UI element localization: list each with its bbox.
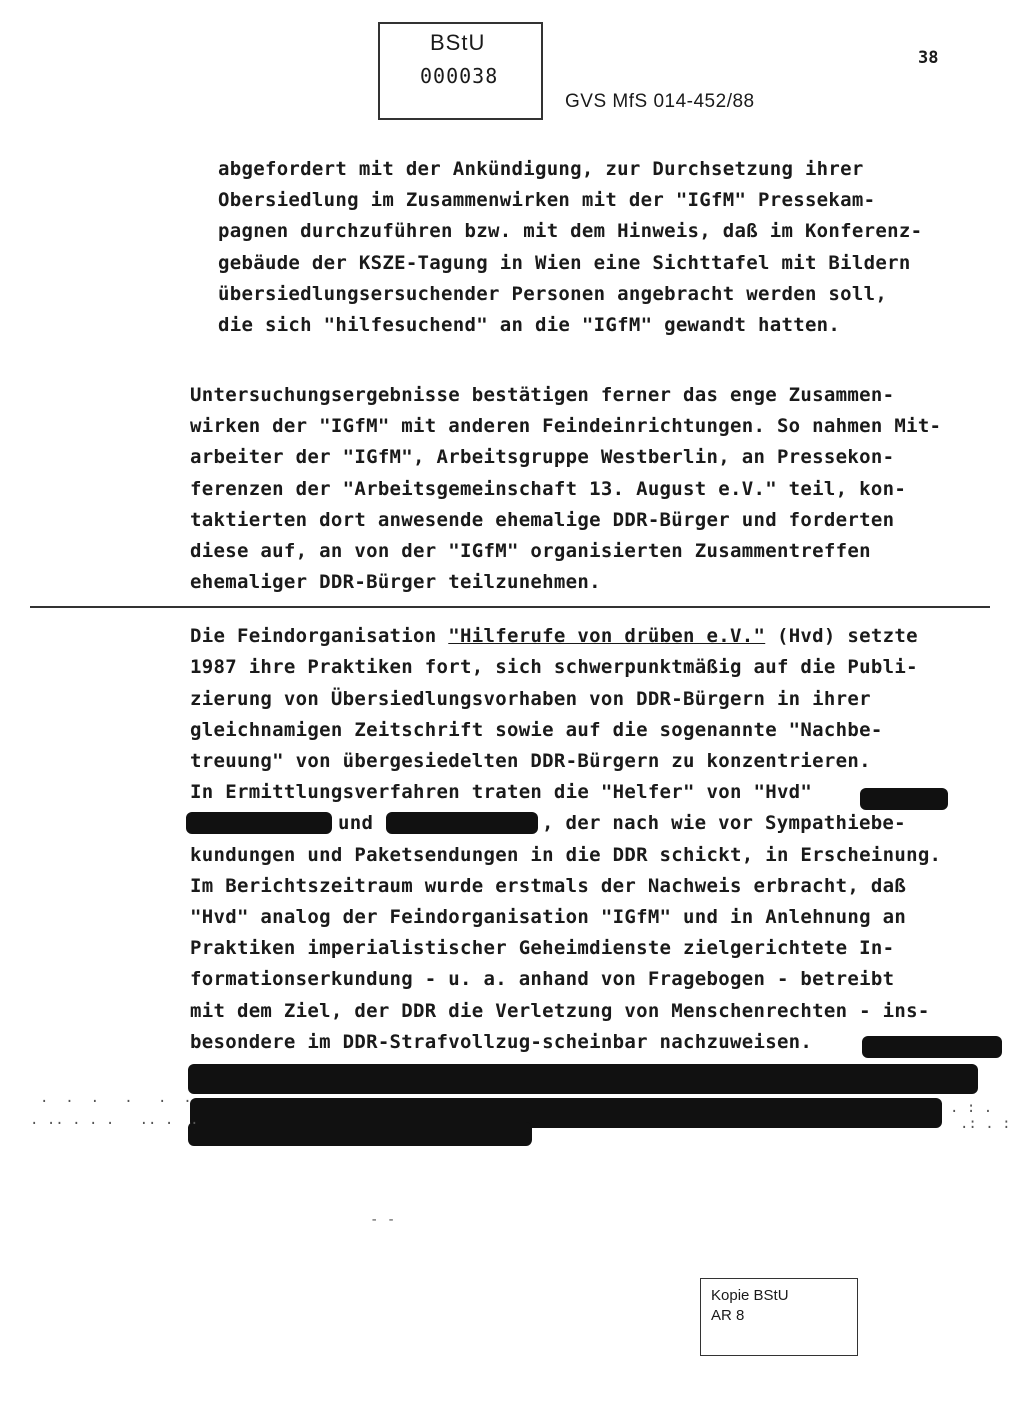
text-line: gebäude der KSZE-Tagung in Wien eine Sichttafel mit Bildern — [218, 252, 911, 274]
text-line: arbeiter der "IGfM", Arbeitsgruppe Westberlin, an Pressekon- — [190, 446, 895, 468]
text-line: Praktiken imperialistischer Geheimdienste zielgerichtete In- — [190, 937, 895, 959]
page-number: 38 — [918, 48, 939, 68]
section-divider — [30, 606, 990, 608]
text-line: "Hvd" analog der Feindorganisation "IGfM" und in Anlehnung an — [190, 906, 907, 928]
scan-artifact: - - — [370, 1212, 396, 1228]
redaction-bar — [188, 1064, 978, 1094]
text-line: besondere im DDR-Strafvollzug-scheinbar nachzuweisen. — [190, 1031, 813, 1053]
text-line: wirken der "IGfM" mit anderen Feindeinrichtungen. So nahmen Mit- — [190, 415, 942, 437]
text-line: Im Berichtszeitraum wurde erstmals der Nachweis erbracht, daß — [190, 875, 907, 897]
redaction-bar — [386, 812, 538, 834]
text-line: die sich "hilfesuchend" an die "IGfM" gewandt hatten. — [218, 314, 841, 336]
text-line: treuung" von übergesiedelten DDR-Bürgern zu konzentrieren. — [190, 750, 871, 772]
text-span: , der nach wie vor Sympathiebe- — [542, 812, 906, 834]
scan-artifact: . . . . . . — [40, 1090, 192, 1106]
text-span: und — [338, 812, 374, 834]
text-line: übersiedlungsersuchender Personen angebracht werden soll, — [218, 283, 888, 305]
text-line: formationserkundung - u. a. anhand von Fragebogen - betreibt — [190, 968, 895, 990]
text-line: In Ermittlungsverfahren traten die "Helfer" von "Hvd" — [190, 781, 813, 803]
text-span: Die Feindorganisation — [190, 625, 449, 647]
text-line: mit dem Ziel, der DDR die Verletzung von Menschenrechten - ins- — [190, 1000, 930, 1022]
document-reference: GVS MfS 014-452/88 — [565, 91, 755, 112]
archive-stamp — [378, 22, 543, 120]
text-line: 1987 ihre Praktiken fort, sich schwerpunktmäßig auf die Publi- — [190, 656, 918, 678]
text-line — [190, 625, 918, 647]
text-line: diese auf, an von der "IGfM" organisierten Zusammentreffen — [190, 540, 871, 562]
redaction-bar — [188, 1122, 532, 1146]
text-line: ferenzen der "Arbeitsgemeinschaft 13. August e.V." teil, kon- — [190, 478, 907, 500]
text-line: ehemaliger DDR-Bürger teilzunehmen. — [190, 571, 601, 593]
scan-artifact: . : . — [950, 1100, 993, 1116]
text-line: gleichnamigen Zeitschrift sowie auf die sogenannte "Nachbe- — [190, 719, 883, 741]
copy-stamp-line: AR 8 — [711, 1307, 745, 1324]
text-line: pagnen durchzuführen bzw. mit dem Hinweis, daß im Konferenz- — [218, 220, 923, 242]
text-span: (Hvd) setzte — [765, 625, 918, 647]
text-line: taktierten dort anwesende ehemalige DDR-Bürger und forderten — [190, 509, 895, 531]
copy-stamp — [700, 1278, 858, 1356]
copy-stamp-line: Kopie BStU — [711, 1287, 789, 1304]
redaction-bar — [862, 1036, 1002, 1058]
scan-artifact: . .. . . . .. . . — [30, 1112, 199, 1128]
scan-artifact: .: . : — [960, 1116, 1011, 1132]
redaction-bar — [186, 812, 332, 834]
text-line: abgefordert mit der Ankündigung, zur Durchsetzung ihrer — [218, 158, 864, 180]
stamp-page-code: 000038 — [420, 64, 499, 88]
text-line: kundungen und Paketsendungen in die DDR schickt, in Erscheinung. — [190, 844, 942, 866]
text-line: Obersiedlung im Zusammenwirken mit der "IGfM" Pressekam- — [218, 189, 876, 211]
organization-name: "Hilferufe von drüben e.V." — [448, 625, 766, 647]
text-line: zierung von Übersiedlungsvorhaben von DDR-Bürgern in ihrer — [190, 688, 871, 710]
stamp-archive-name: BStU — [430, 30, 486, 55]
text-line: Untersuchungsergebnisse bestätigen ferner das enge Zusammen- — [190, 384, 895, 406]
redaction-bar — [860, 788, 948, 810]
